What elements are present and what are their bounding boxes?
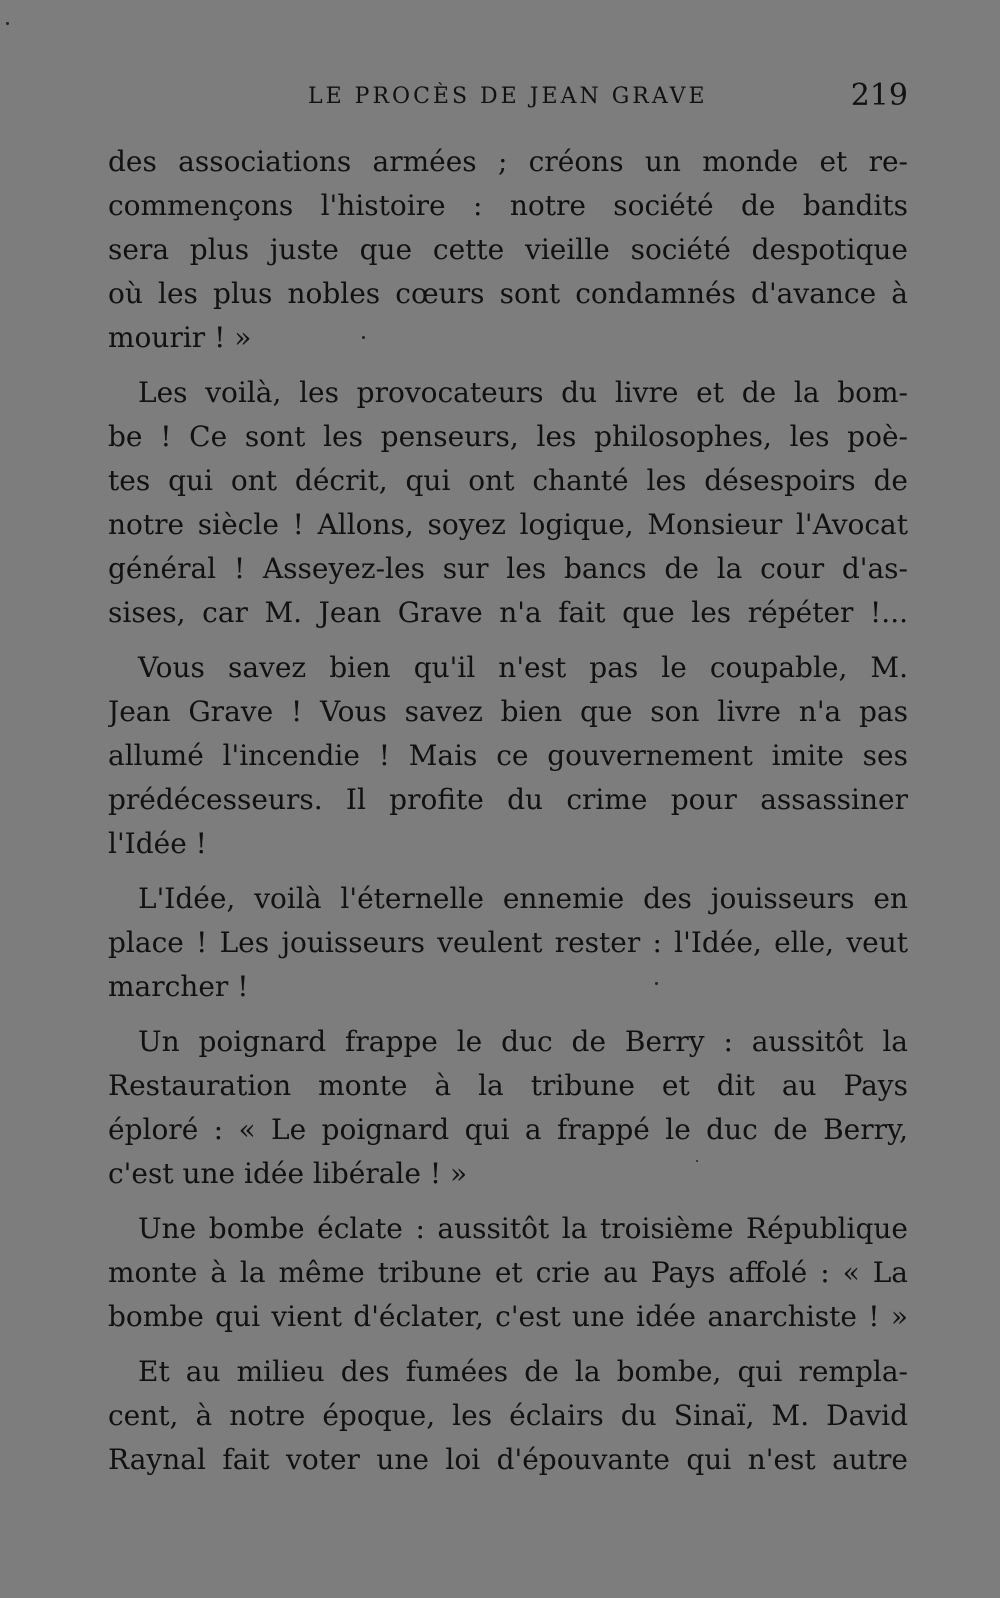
scan-speck [696, 1160, 698, 1162]
text-line: place ! Les jouisseurs veulent rester : l'Idée, elle, veut [108, 926, 908, 959]
text-line: éploré : « Le poignard qui a frappé le duc de Berry, [108, 1113, 908, 1146]
paragraph-1 [108, 140, 908, 360]
scan-speck [655, 982, 658, 985]
text-line: prédécesseurs. Il profite du crime pour assassiner [108, 783, 908, 816]
text-line: Vous savez bien qu'il n'est pas le coupable, M. [138, 651, 908, 684]
scan-speck [6, 22, 9, 25]
page-header [108, 78, 908, 114]
text-line: be ! Ce sont les penseurs, les philosophes, les poè- [108, 420, 908, 453]
text-line: Restauration monte à la tribune et dit au Pays [108, 1069, 908, 1102]
text-line: l'Idée ! [108, 827, 207, 860]
text-line: allumé l'incendie ! Mais ce gouvernement imite ses [108, 739, 908, 772]
text-line: Raynal fait voter une loi d'épouvante qui n'est autre [108, 1443, 908, 1476]
paragraph-2 [108, 371, 908, 635]
text-line: Jean Grave ! Vous savez bien que son livre n'a pas [108, 695, 908, 728]
paragraph-4 [108, 877, 908, 1009]
text-line: des associations armées ; créons un monde et re- [108, 145, 908, 178]
text-line: Une bombe éclate : aussitôt la troisième République [138, 1212, 908, 1245]
body-text [108, 140, 908, 1493]
text-line: c'est une idée libérale ! » [108, 1157, 468, 1190]
text-line: sises, car M. Jean Grave n'a fait que les répéter !... [108, 596, 908, 629]
text-line: mourir ! » [108, 321, 252, 354]
text-line: Un poignard frappe le duc de Berry : aussitôt la [138, 1025, 908, 1058]
text-line: où les plus nobles cœurs sont condamnés d'avance à [108, 277, 908, 310]
text-line: Et au milieu des fumées de la bombe, qui rempla- [138, 1355, 908, 1388]
scan-speck [362, 336, 365, 339]
paragraph-5 [108, 1020, 908, 1196]
paragraph-6 [108, 1207, 908, 1339]
text-line: marcher ! [108, 970, 249, 1003]
text-line: général ! Asseyez-les sur les bancs de la cour d'as- [108, 552, 908, 585]
page-number: 219 [850, 78, 908, 113]
paragraph-3 [108, 646, 908, 866]
running-title: LE PROCÈS DE JEAN GRAVE [308, 84, 708, 109]
text-line: sera plus juste que cette vieille société despotique [108, 233, 908, 266]
text-line: cent, à notre époque, les éclairs du Sinaï, M. David [108, 1399, 908, 1432]
text-line: bombe qui vient d'éclater, c'est une idée anarchiste ! » [108, 1300, 908, 1333]
paragraph-7 [108, 1350, 908, 1482]
text-line: L'Idée, voilà l'éternelle ennemie des jouisseurs en [138, 882, 908, 915]
text-line: notre siècle ! Allons, soyez logique, Monsieur l'Avocat [108, 508, 908, 541]
text-line: tes qui ont décrit, qui ont chanté les désespoirs de [108, 464, 908, 497]
text-line: commençons l'histoire : notre société de bandits [108, 189, 908, 222]
text-line: Les voilà, les provocateurs du livre et de la bom- [138, 376, 908, 409]
text-line: monte à la même tribune et crie au Pays affolé : « La [108, 1256, 908, 1289]
